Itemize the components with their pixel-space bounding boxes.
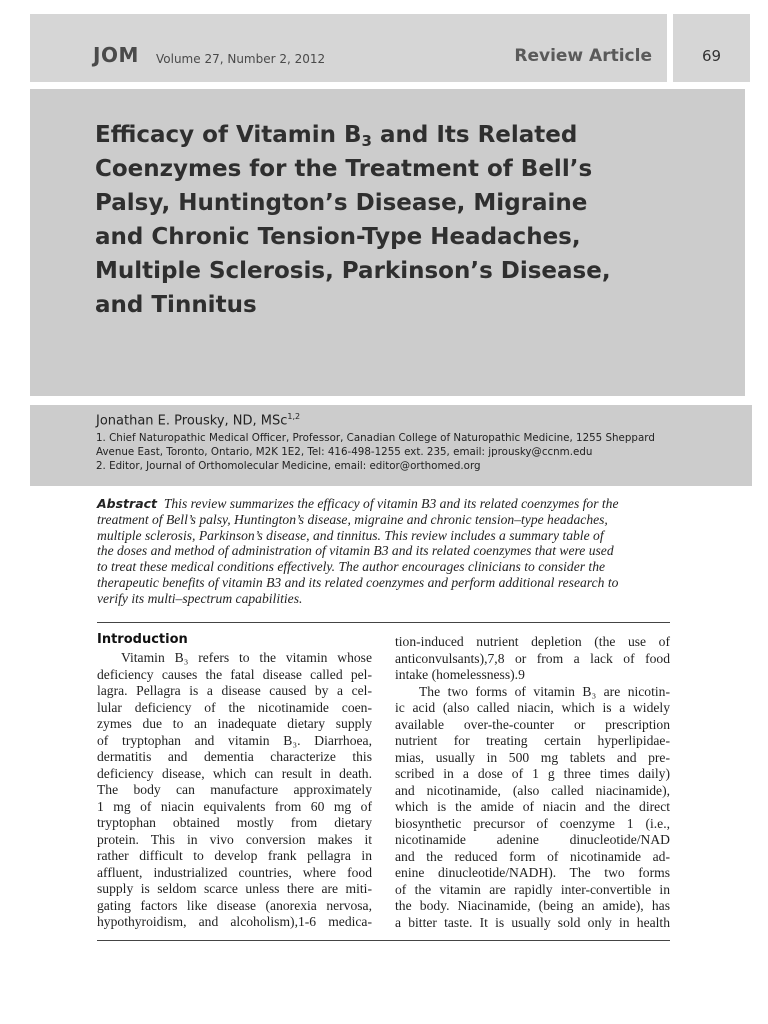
body-line: affluent, industrialized countries, where food [97, 864, 372, 880]
body-line: biosynthetic precursor of coenzyme 1 (i.e., [395, 815, 670, 831]
body-line: gating factors like disease (anorexia nervosa, [97, 897, 372, 913]
journal-name: JOM [93, 43, 139, 67]
title-line: Coenzymes for the Treatment of Bell’s [95, 156, 593, 182]
abstract [97, 496, 672, 607]
title-line: and Tinnitus [95, 292, 257, 318]
abstract-line: verify its multi–spectrum capabilities. [97, 590, 303, 606]
title-line: Palsy, Huntington’s Disease, Migraine [95, 190, 588, 216]
body-line: anticonvulsants),7,8 or from a lack of food [395, 650, 670, 666]
page-number: 69 [701, 47, 722, 65]
body-line: available over-the-counter or prescription [395, 716, 670, 732]
affiliation-line: 2. Editor, Journal of Orthomolecular Medicine, email: editor@orthomed.org [96, 460, 481, 472]
body-line: protein. This in vivo conversion makes it [97, 831, 372, 847]
body-line: supply is seldom scarce unless there are miti- [97, 881, 372, 896]
divider-rule [97, 622, 670, 623]
body-column-right [395, 634, 670, 931]
body-column-left [97, 650, 372, 931]
body-line: nicotinamide adenine dinucleotide/NAD [395, 832, 670, 847]
body-line: lular deficiency of the nicotinamide coen- [97, 699, 372, 715]
body-line: enine dinucleotide/NADH). The two forms [395, 865, 670, 880]
body-line: The body can manufacture approximately [97, 782, 372, 797]
volume-info: Volume 27, Number 2, 2012 [156, 52, 326, 66]
author-name: Jonathan E. Prousky, ND, MSc$^{1,2}$ [96, 412, 301, 429]
body-line: deficiency disease, which can result in death. [97, 765, 372, 781]
title-line: and Chronic Tension-Type Headaches, [95, 224, 581, 250]
body-line: which is the amide of niacin and the direct [395, 799, 670, 814]
body-line: zymes due to an inadequate dietary supply [97, 716, 372, 731]
body-line: tion-induced nutrient depletion (the use of [395, 634, 670, 649]
article-type: Review Article [514, 46, 652, 66]
abstract-line: multiple sclerosis, Parkinson’s disease, and tinnitus. This review includes a summary table of [97, 527, 604, 543]
abstract-line: This review summarizes the efficacy of vitamin B3 and its related coenzymes for the [163, 496, 619, 511]
body-line: mias, usually in 500 mg tablets and pre- [395, 749, 670, 765]
abstract-label: Abstract [97, 496, 158, 511]
affiliation-line: Avenue East, Toronto, Ontario, M2K 1E2, Tel: 416-498-1255 ext. 235, email: jprousky@ccnm.edu [96, 446, 593, 458]
affiliation-line: 1. Chief Naturopathic Medical Officer, Professor, Canadian College of Naturopathic Medicine, 1255 Sheppard [96, 432, 655, 444]
body-line: lagra. Pellagra is a disease caused by a cel- [97, 683, 372, 698]
body-line: dermatitis and dementia characterize this [97, 749, 372, 764]
body-line: tryptophan obtained mostly from dietary [97, 815, 372, 830]
body-line: a bitter taste. It is usually sold only in health [395, 914, 670, 930]
body-line: of the vitamin are rapidly inter-convertible in [395, 881, 670, 897]
body-line: rather difficult to develop frank pellagra in [97, 848, 372, 863]
body-line: ic acid (also called niacin, which is a widely [395, 700, 670, 715]
body-line: of tryptophan and vitamin B₃. Diarrhoea, [97, 732, 372, 748]
body-line: nutrient for treating certain hyperlipidae- [395, 733, 670, 748]
title-line: Efficacy of Vitamin $B_3$ and Its Related [95, 122, 578, 150]
section-heading: Introduction [97, 632, 188, 647]
article-title [95, 118, 695, 322]
body-line: and the reduced form of nicotinamide ad- [395, 848, 670, 864]
abstract-line: the doses and method of administration of vitamin B3 and its related coenzymes that were used [97, 543, 614, 559]
body-line: hypothyroidism, and alcoholism),1-6 medica- [97, 914, 372, 929]
abstract-line: therapeutic benefits of vitamin B3 and its related coenzymes and perform additional research to [97, 574, 619, 590]
abstract-line: treatment of Bell’s palsy, Huntington’s disease, migraine and chronic tension–type headaches, [97, 511, 608, 527]
body-line: The two forms of vitamin B₃ are nicotin- [419, 683, 670, 699]
abstract-line: to treat these medical conditions effectively. The author encourages clinicians to consider the [97, 559, 606, 575]
body-line: intake (homelessness).9 [395, 667, 525, 682]
body-line: Vitamin B₃ refers to the vitamin whose [121, 650, 372, 665]
body-line: the body. Niacinamide, (being an amide), has [395, 898, 670, 913]
body-line: 1 mg of niacin equivalents from 60 mg of [97, 798, 372, 814]
body-line: scribed in a dose of 1 g three times daily) [395, 766, 670, 781]
title-line: Multiple Sclerosis, Parkinson’s Disease, [95, 258, 611, 284]
body-line: deficiency causes the fatal disease called pel- [97, 666, 372, 682]
body-line: and nicotinamide, (also called niacinamide), [395, 782, 670, 798]
divider-rule [97, 940, 670, 941]
